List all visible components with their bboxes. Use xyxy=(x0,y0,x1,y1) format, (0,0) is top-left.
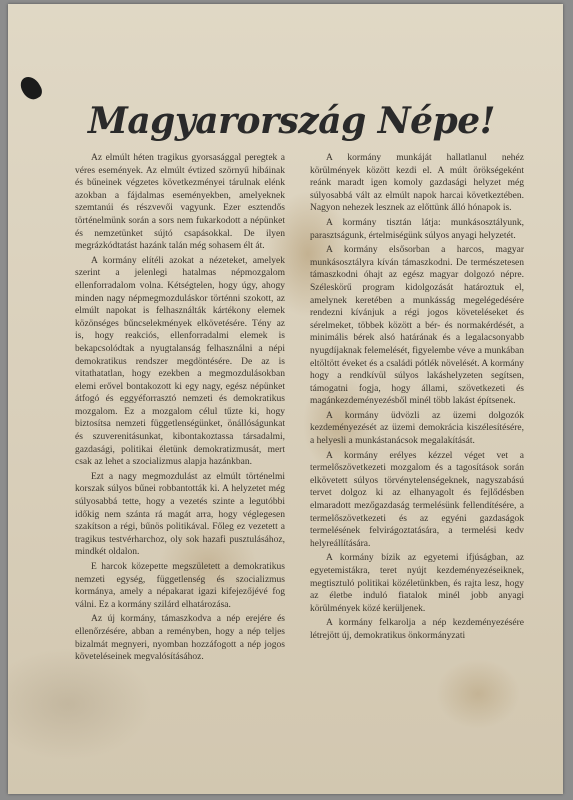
paragraph: A kormány munkáját hallatlanul nehéz körülmények között kezdi el. A múlt örökségeként reánk maradt igen komoly gazdasági helyzet még súlyosabbá vált az elmúlt napok harcai következtében. Nagyon nehezek lesznek az előttünk álló hónapok is. xyxy=(310,153,524,214)
paragraph: A kormány elsősorban a harcos, magyar munkásosztályra kíván támaszkodni. De természetesen támaszkodni óhajt az egész magyar dolgozó népre. Széleskörű program kidolgozását határoztuk el, amelynek keretében a munkásság megelégedésére rendezni kívánjuk a régi jogos követeléseket és sérelmeket, többek között a bér- és normakérdését, a minimális bérek alsó határának és a legalacsonyabb nyugdíjaknak felemelését, figyelembe véve a munkában eltöltött éveket és a családi pótlék növelését. A kormány hogy a rendkívül súlyos lakáshelyzeten segítsen, támogatni fogja, hogy állami, szövetkezeti és magánkezdeményezésből minél több lakást építsenek. xyxy=(310,245,524,407)
paragraph: A kormány felkarolja a nép kezdeményezésére létrejött új, demokratikus önkormányzati xyxy=(310,618,524,641)
paragraph: A kormány bízik az egyetemi ifjúságban, az egyetemistákra, teret nyújt kezdeményezéseiknek, megtisztuló politikai közéletünkben, és rajta lesz, hogy az életbe induló fiatalok minél jobb anyagi körülmények közé kerüljenek. xyxy=(310,553,524,614)
paragraph: Ezt a nagy megmozdulást az elmúlt történelmi korszak súlyos bűnei robbantották ki. A helyzetet még súlyosabbá tette, hogy a vezetés szinte a legutóbbi időkig nem szánta rá magát arra, hogy véglegesen szakítson a régi, bűnös politikával. Főleg ez vezetett a tragikus testvérharchoz, oly sok hazafi pusztulásához, mindkét oldalon. xyxy=(75,471,285,558)
left-column xyxy=(75,152,285,666)
paragraph: A kormány tisztán látja: munkásosztályunk, parasztságunk, értelmiségünk súlyos anyagi helyzetét. xyxy=(310,217,524,241)
ink-stain xyxy=(17,73,45,103)
paragraph: A kormány üdvözli az üzemi dolgozók kezdeményezését az üzemi demokrácia kiszélesítésére, a helyesli a munkástanácsok megalakítását. xyxy=(310,410,524,447)
right-column xyxy=(310,152,524,645)
paragraph: E harcok közepette megszületett a demokratikus nemzeti egység, függetlenség és szocializmus kormánya, amely a népakarat igazi kifejezőjévé fog válni. Ez a kormány szilárd elhatározása. xyxy=(75,562,285,610)
paragraph: A kormány elítéli azokat a nézeteket, amelyek szerint a jelenlegi hatalmas népmozgalom ellenforradalom volna. Kétségtelen, hogy úgy, ahogy minden nagy népmegmozduláskor történni szokott, az elmúlt napokat is felhasználták kártékony elemek közönséges bűncselekmények elkövetésére. Tény az is, hogy reakciós, ellenforradalmi elemek is bekapcsolódtak a nyugtalanság felhasználni a népi demokratikus rendszer megdöntésére. De az is vitathatatlan, hogy ezekben a megmozdulásokban elemi erővel bontakozott ki egy nagy, egész népünket átfogó és eggyéforrasztó nemzeti és demokratikus mozgalom. Ez a mozgalom célul tűzte ki, hogy biztosítsa nemzeti függetlenségünket, önállóságunkat és szuverenitásunkat, kibontakoztassa társadalmi, gazdasági, politikai életünk demokratizmusát, mert csak az lehet a szocializmus alapja hazánkban. xyxy=(75,255,285,468)
page-title: Magyarország Népe! xyxy=(88,100,495,142)
paragraph: Az új kormány, támaszkodva a nép erejére és ellenőrzésére, abban a reményben, hogy a nép teljes bizalmát megnyeri, nyomban hozzáfogott a nép jogos követeléseinek megvalósításához. xyxy=(75,614,285,663)
paragraph: A kormány erélyes kézzel véget vet a termelőszövetkezeti mozgalom és a tagosítások során elkövetett súlyos törvénytelenségeknek, nagyszabású tervet dolgoz ki az elhanyagolt és fejlődésben elmaradott mezőgazdaság termelésünk fellendítésére, a termelőszövetkezeti és az egyéni gazdaságok termelésének felvirágoztatására, a termelési kedv helyreállítására. xyxy=(310,450,524,549)
paragraph: Az elmúlt héten tragikus gyorsasággal peregtek a véres események. Az elmúlt évtized szörnyű hibáinak és bűneinek végzetes következményei tárulnak elénk azokban a fájdalmas eseményekben, amelyeknek szemtanúi és részvevői vagyunk. Ezer esztendős történelmünk során a sors nem fukarkodott a népünket és nemzetünket sújtó csapásokkal. De ilyen megrázkódtatást hazánk talán még sohasem élt át. xyxy=(75,153,285,252)
